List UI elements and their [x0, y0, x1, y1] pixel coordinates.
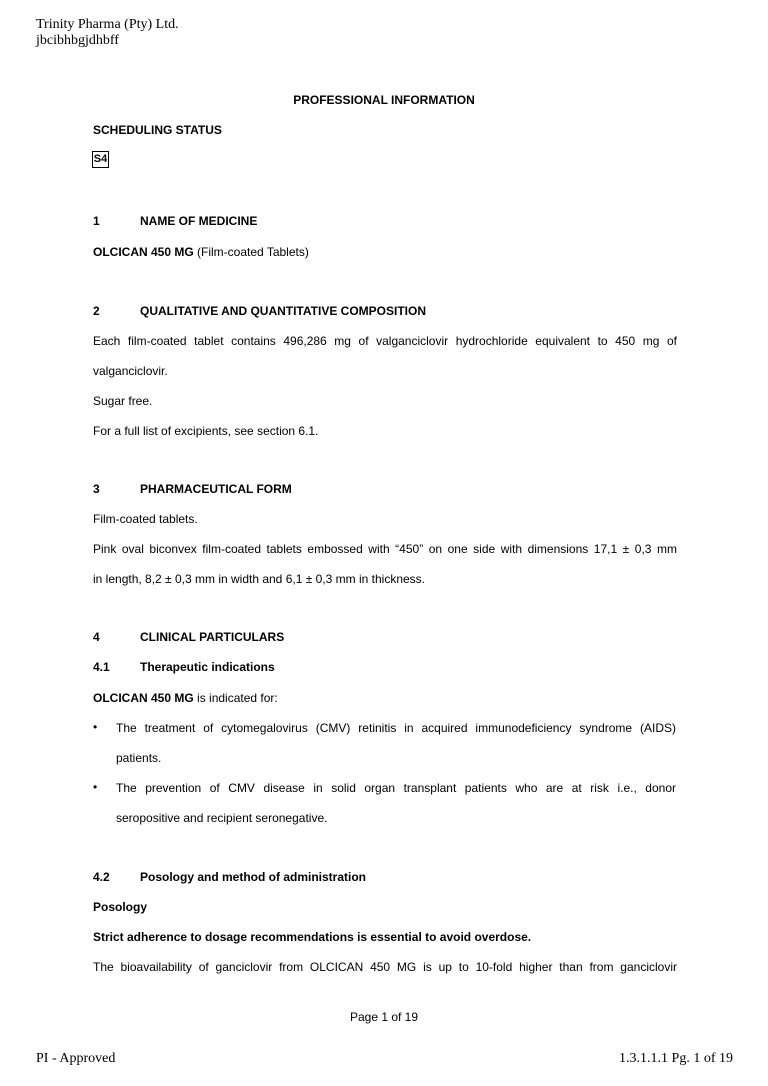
bioavailability-line: The bioavailability of ganciclovir from OLCICAN 450 MG is up to 10-fold higher than from ganciclovir	[93, 960, 677, 974]
form-line-3: in length, 8,2 ± 0,3 mm in width and 6,1 ± 0,3 mm in thickness.	[93, 572, 425, 586]
footer-page-reference: 1.3.1.1.1 Pg. 1 of 19	[619, 1051, 733, 1066]
section-1-title: NAME OF MEDICINE	[140, 214, 258, 228]
section-4-title: CLINICAL PARTICULARS	[140, 630, 285, 644]
form-line-1: Film-coated tablets.	[93, 512, 198, 526]
section-4-2-title: Posology and method of administration	[140, 870, 367, 884]
composition-line-4: For a full list of excipients, see section 6.1.	[93, 424, 319, 438]
product-name: OLCICAN 450 MG	[93, 245, 194, 259]
section-3-number: 3	[93, 482, 100, 496]
scheduling-status-badge: S4	[92, 151, 109, 168]
posology-heading: Posology	[93, 900, 148, 914]
section-4-1-number: 4.1	[93, 660, 110, 674]
bullet-icon: •	[93, 720, 98, 734]
document-code: jbcibhbgjdhbff	[36, 33, 119, 48]
product-form: (Film-coated Tablets)	[193, 245, 309, 259]
dosage-warning: Strict adherence to dosage recommendations is essential to avoid overdose.	[93, 930, 532, 944]
page-number: Page 1 of 19	[349, 1010, 419, 1024]
section-2-title: QUALITATIVE AND QUANTITATIVE COMPOSITION	[140, 304, 426, 318]
indication-2-line-2: seropositive and recipient seronegative.	[116, 811, 328, 825]
composition-line-3: Sugar free.	[93, 394, 153, 408]
page-title: PROFESSIONAL INFORMATION	[293, 93, 475, 107]
section-4-number: 4	[93, 630, 100, 644]
indication-intro	[93, 690, 278, 706]
form-line-2: Pink oval biconvex film-coated tablets embossed with “450” on one side with dimensions 17,1 ± 0,3 mm	[93, 542, 677, 556]
bullet-icon: •	[93, 780, 98, 794]
indication-2-line-1: The prevention of CMV disease in solid organ transplant patients who are at risk i.e., donor	[116, 781, 676, 795]
indicated-product-name: OLCICAN 450 MG	[93, 691, 194, 705]
indication-1-line-1: The treatment of cytomegalovirus (CMV) retinitis in acquired immunodeficiency syndrome (AIDS)	[116, 721, 676, 735]
medicine-name-line	[93, 244, 309, 260]
indicated-suffix: is indicated for:	[193, 691, 278, 705]
footer-approval-status: PI - Approved	[36, 1051, 116, 1066]
company-name: Trinity Pharma (Pty) Ltd.	[36, 17, 179, 32]
section-4-1-title: Therapeutic indications	[140, 660, 275, 674]
composition-line-2: valganciclovir.	[93, 364, 168, 378]
section-3-title: PHARMACEUTICAL FORM	[140, 482, 292, 496]
composition-line-1: Each film-coated tablet contains 496,286 mg of valganciclovir hydrochloride equivalent to 450 mg of	[93, 334, 677, 348]
section-1-number: 1	[93, 214, 100, 228]
section-2-number: 2	[93, 304, 100, 318]
section-4-2-number: 4.2	[93, 870, 110, 884]
scheduling-status-heading: SCHEDULING STATUS	[93, 123, 222, 137]
indication-1-line-2: patients.	[116, 751, 162, 765]
